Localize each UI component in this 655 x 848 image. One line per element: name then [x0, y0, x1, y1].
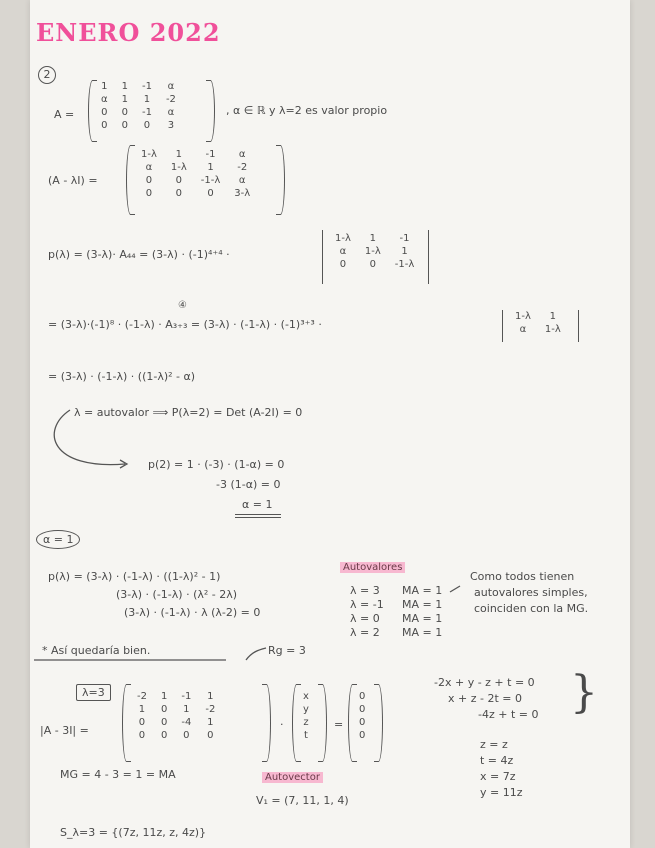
- eigenvalue-item: λ = 0: [350, 612, 380, 625]
- matrix-a-cell: -1: [141, 81, 152, 92]
- eigenvalue-multiplicity: MA = 1: [402, 584, 443, 597]
- vector-zero-cell: 0: [359, 691, 366, 702]
- vector-xyzt-cell: z: [303, 717, 309, 728]
- autovalores-heading: Autovalores: [340, 562, 405, 573]
- matrix-al-cell: 3-λ: [234, 188, 251, 199]
- vector-zero-row: [352, 703, 372, 716]
- det2-cell: α: [519, 324, 527, 335]
- matrix-a-cell: 1: [121, 94, 128, 105]
- matrix-al-cell: -1-λ: [200, 175, 221, 186]
- multiply-dot: ·: [280, 718, 284, 731]
- matrix-a3-cell: 1: [160, 691, 168, 702]
- matrix-a3-cell: -2: [137, 691, 147, 702]
- det2-cell: 1: [549, 311, 557, 322]
- matrix-a3-label: |A - 3I| =: [40, 724, 89, 737]
- matrix-a3-right-paren: [262, 684, 271, 762]
- substitution-step-1: p(2) = 1 · (-3) · (1-α) = 0: [148, 458, 285, 471]
- matrix-a-cell: α: [167, 107, 175, 118]
- det3-cell: 1: [401, 246, 408, 257]
- poly-line-3: (3-λ) · (-1-λ) · λ (λ-2) = 0: [124, 606, 261, 619]
- matrix-a3-cell: -4: [181, 717, 192, 728]
- vector-xyzt-cell: y: [303, 704, 309, 715]
- matrix-a-cell: 0: [101, 120, 108, 131]
- matrix-al-cell: 0: [207, 188, 214, 199]
- rank-note: Rg = 3: [268, 644, 306, 657]
- matrix-al-cell: -1: [205, 149, 216, 160]
- asi-quedaria-note: * Así quedaría bien.: [42, 644, 151, 657]
- matrix-a3-row: [130, 703, 222, 716]
- system-eq-2: x + z - 2t = 0: [448, 692, 522, 705]
- matrix-a3-cell: 1: [207, 717, 214, 728]
- matrix-al-cell: α: [145, 162, 153, 173]
- matrix-a3-row: [130, 690, 222, 703]
- det2-cell: 1-λ: [544, 324, 561, 335]
- matrix-a3-cell: -2: [205, 704, 216, 715]
- det2-cell: 1-λ: [515, 311, 531, 322]
- solution-x: x = 7z: [480, 770, 516, 783]
- matrix-a-cell: -1: [141, 107, 152, 118]
- cofactor-circle-mark: ④: [178, 300, 187, 311]
- matrix-a3-cell: 0: [183, 730, 190, 741]
- matrix-a3-row: [130, 716, 222, 729]
- vec-xyzt-right-paren: [318, 684, 327, 762]
- det3-cell: -1: [399, 233, 410, 244]
- note-line-2: autovalores simples,: [474, 586, 588, 599]
- alpha-underline-2: [235, 517, 281, 518]
- matrix-a3-cell: 0: [207, 730, 214, 741]
- det3-cell: -1-λ: [394, 259, 415, 270]
- vector-zero-row: [352, 716, 372, 729]
- matrix-a-cell: 0: [143, 120, 151, 131]
- curved-arrow-icon: [30, 0, 630, 848]
- eigenvalue-condition: λ = autovalor ⟹ P(λ=2) = Det (A-2I) = 0: [74, 406, 303, 419]
- matrix-al-cell: α: [238, 149, 246, 160]
- vector-xyzt-row: [296, 690, 316, 703]
- det3-cell: 0: [369, 259, 377, 270]
- det3-cell: 1: [369, 233, 377, 244]
- matrix-al-cell: 1: [207, 162, 214, 173]
- matrix-a3-cell: 0: [160, 730, 168, 741]
- matrix-a-label: A =: [54, 108, 75, 121]
- char-poly-step-3: = (3-λ) · (-1-λ) · ((1-λ)² - α): [48, 370, 196, 383]
- vector-xyzt-row: [296, 716, 316, 729]
- matrix-a3: [130, 690, 222, 742]
- matrix-a-cell: 1: [143, 94, 151, 105]
- note-line-1: Como todos tienen: [470, 570, 575, 583]
- vector-zero: [352, 690, 372, 742]
- matrix-a3-cell: 1: [138, 704, 146, 715]
- eigenvalue-item: λ = 3: [350, 584, 380, 597]
- matrix-a-cell: 1: [101, 81, 108, 92]
- matrix-al-cell: 0: [145, 188, 153, 199]
- matrix-a-cell: 1: [121, 81, 128, 92]
- system-eq-1: -2x + y - z + t = 0: [434, 676, 535, 689]
- matrix-al-cell: 1: [175, 149, 183, 160]
- autovector-heading: Autovector: [262, 772, 323, 783]
- autovector-value: V₁ = (7, 11, 1, 4): [256, 794, 349, 807]
- note-line-3: coinciden con la MG.: [474, 602, 589, 615]
- matrix-a-cell: 3: [167, 120, 175, 131]
- solution-y: y = 11z: [480, 786, 523, 799]
- matrix-al-cell: α: [238, 175, 246, 186]
- matrix-al-cell: 1-λ: [170, 162, 187, 173]
- matrix-a-cell: α: [101, 94, 108, 105]
- vector-zero-cell: 0: [359, 730, 366, 741]
- matrix-al-cell: 1-λ: [141, 149, 157, 160]
- matrix-al-cell: 0: [145, 175, 153, 186]
- vector-zero-cell: 0: [359, 717, 366, 728]
- matrix-a-cell: 0: [121, 107, 128, 118]
- alpha-result: α = 1: [242, 498, 273, 511]
- eigenvalue-multiplicity: MA = 1: [402, 626, 443, 639]
- vector-xyzt-row: [296, 703, 316, 716]
- matrix-al-cell: 0: [175, 188, 183, 199]
- matrix-a3-row: [130, 729, 222, 742]
- matrix-a3-cell: 0: [138, 717, 146, 728]
- matrix-al-cell: -2: [237, 162, 248, 173]
- alpha-circled: α = 1: [36, 530, 80, 549]
- matrix-a-condition: , α ∈ ℝ y λ=2 es valor propio: [226, 104, 388, 117]
- matrix-al-cell: 0: [175, 175, 183, 186]
- vector-zero-row: [352, 690, 372, 703]
- page-title: ENERO 2022: [36, 18, 221, 47]
- lambda-3-box: λ=3: [76, 684, 111, 701]
- matrix-a3-cell: 0: [138, 730, 146, 741]
- det3-cell: 1-λ: [364, 246, 381, 257]
- matrix-a3-cell: 0: [160, 704, 168, 715]
- alpha-underline-1: [235, 514, 281, 515]
- det3-cell: 1-λ: [335, 233, 351, 244]
- matrix-a3-cell: 1: [207, 691, 214, 702]
- char-poly-step-1: p(λ) = (3-λ)· A₄₄ = (3-λ) · (-1)⁴⁺⁴ ·: [48, 248, 230, 261]
- matrix-al-label: (A - λI) =: [48, 174, 98, 187]
- vec-zero-right-paren: [374, 684, 383, 762]
- eigenvalue-item: λ = -1: [350, 598, 384, 611]
- vector-xyzt-cell: t: [304, 730, 308, 741]
- char-poly-step-2: = (3-λ)·(-1)⁸ · (-1-λ) · A₃₊₃ = (3-λ) · (-1-λ) · (-1)³⁺³ ·: [48, 318, 322, 331]
- eigenspace-set: S_λ=3 = {(7z, 11z, z, 4z)}: [60, 826, 207, 839]
- det3-cell: α: [339, 246, 347, 257]
- eigenvalue-multiplicity: MA = 1: [402, 598, 443, 611]
- matrix-a-cell: -2: [165, 94, 176, 105]
- matrix-a-cell: 0: [121, 120, 128, 131]
- eigenvalue-item: λ = 2: [350, 626, 380, 639]
- vector-xyzt-row: [296, 729, 316, 742]
- matrix-a3-cell: 1: [183, 704, 190, 715]
- vector-xyzt: [296, 690, 316, 742]
- vector-zero-row: [352, 729, 372, 742]
- matrix-a3-cell: 0: [160, 717, 168, 728]
- system-eq-3: -4z + t = 0: [478, 708, 539, 721]
- matrix-a3-cell: -1: [181, 691, 192, 702]
- vector-xyzt-cell: x: [303, 691, 309, 702]
- system-brace: }: [570, 667, 598, 718]
- solution-z: z = z: [480, 738, 508, 751]
- matrix-a-cell: 0: [101, 107, 108, 118]
- poly-line-1: p(λ) = (3-λ) · (-1-λ) · ((1-λ)² - 1): [48, 570, 221, 583]
- eigenvalue-multiplicity: MA = 1: [402, 612, 443, 625]
- det3-cell: 0: [339, 259, 347, 270]
- exercise-number: 2: [38, 66, 56, 84]
- vector-zero-cell: 0: [359, 704, 366, 715]
- poly-line-2: (3-λ) · (-1-λ) · (λ² - 2λ): [116, 588, 238, 601]
- matrix-a-cell: α: [167, 81, 175, 92]
- notebook-page: [30, 0, 630, 848]
- mg-equals-ma: MG = 4 - 3 = 1 = MA: [60, 768, 176, 781]
- equals-sign: =: [334, 718, 344, 731]
- solution-t: t = 4z: [480, 754, 514, 767]
- substitution-step-2: -3 (1-α) = 0: [216, 478, 281, 491]
